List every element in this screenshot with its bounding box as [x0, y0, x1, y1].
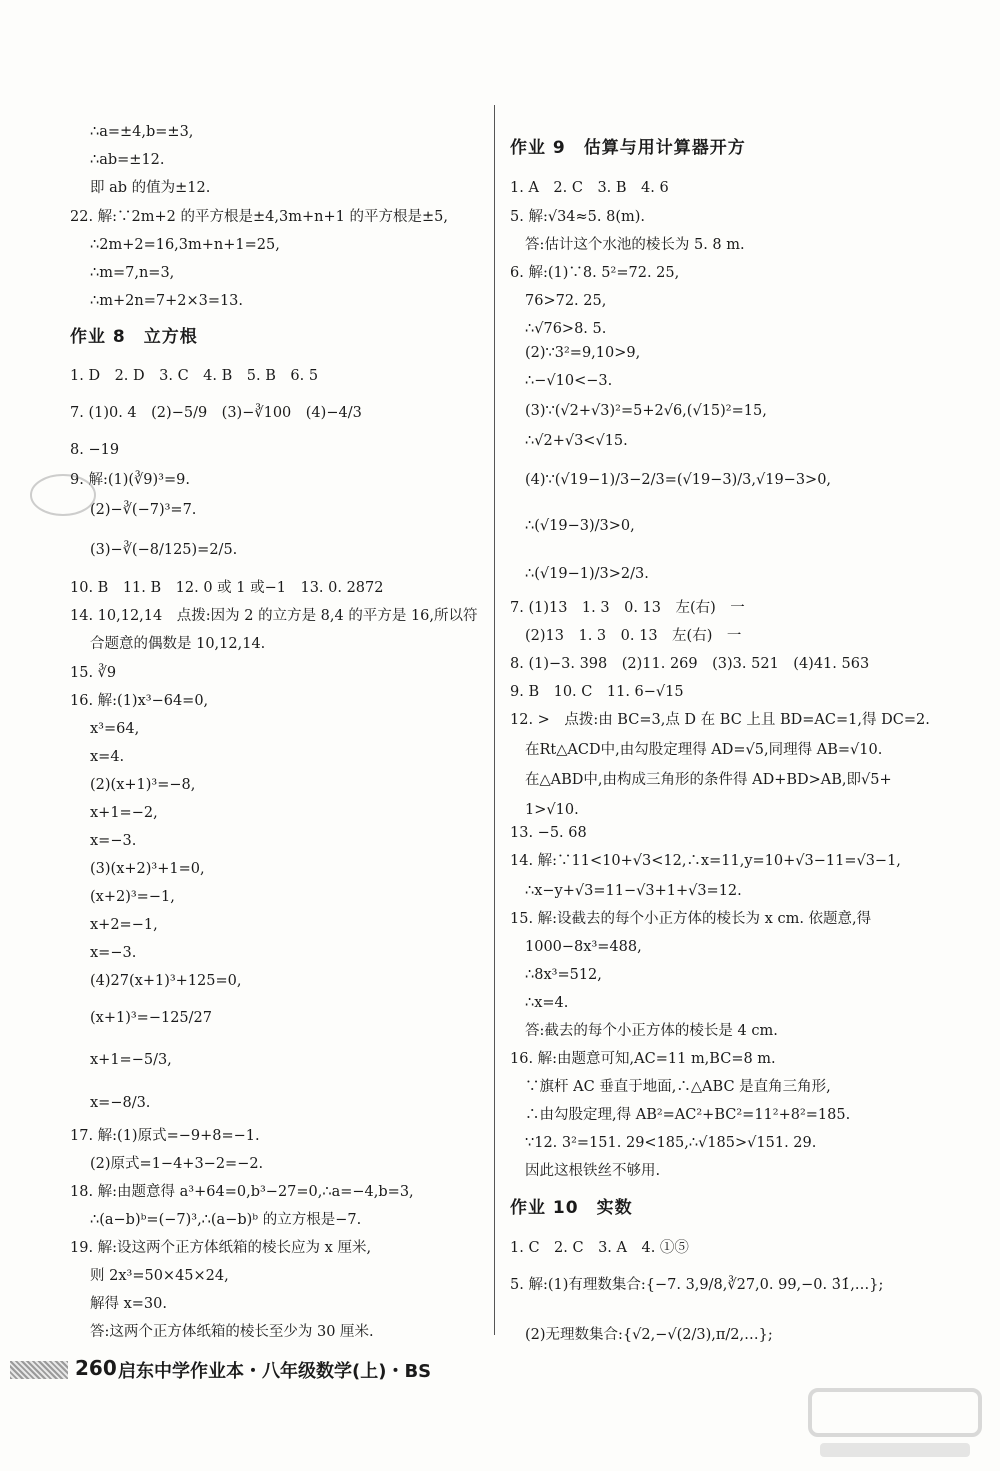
- text-line: ∵12. 3²=151. 29<185,∴√185>√151. 29.: [525, 1135, 817, 1151]
- watermark-logo: [800, 1385, 990, 1465]
- text-line: ∴(√19−3)/3>0,: [525, 518, 635, 534]
- text-line: 1. A 2. C 3. B 4. 6: [510, 180, 669, 196]
- text-line: 解得 x=30.: [90, 1296, 167, 1312]
- text-line: ∴(a−b)ᵇ=(−7)³,∴(a−b)ᵇ 的立方根是−7.: [90, 1212, 362, 1228]
- text-line: ∴x=4.: [525, 995, 569, 1011]
- text-line: (2)∵3²=9,10>9,: [525, 345, 641, 361]
- text-line: 8. −19: [70, 442, 120, 458]
- stamp-seal: [28, 472, 98, 518]
- text-line: 1. C 2. C 3. A 4. ①⑤: [510, 1240, 689, 1256]
- text-line: ∴√2+√3<√15.: [525, 433, 628, 449]
- text-line: (2)无理数集合:{√2,−√(2/3),π/2,…};: [525, 1327, 773, 1343]
- text-line: 则 2x³=50×45×24,: [90, 1268, 229, 1284]
- column-divider: [494, 105, 495, 1335]
- text-line: 在△ABD中,由构成三角形的条件得 AD+BD>AB,即√5+: [525, 772, 892, 788]
- text-line: ∴m=7,n=3,: [90, 265, 175, 281]
- text-line: x+1=−2,: [90, 805, 158, 821]
- text-line: 9. B 10. C 11. 6−√15: [510, 684, 684, 700]
- text-line: ∴(√19−1)/3>2/3.: [525, 566, 649, 582]
- text-line: 答:截去的每个小正方体的棱长是 4 cm.: [525, 1023, 778, 1039]
- text-line: 10. B 11. B 12. 0 或 1 或−1 13. 0. 2872: [70, 580, 384, 596]
- text-line: (x+2)³=−1,: [90, 889, 175, 905]
- book-title: 启东中学作业本・八年级数学(上)・BS: [118, 1361, 432, 1382]
- text-line: 合题意的偶数是 10,12,14.: [90, 636, 266, 652]
- text-line: 6. 解:(1)∵8. 5²=72. 25,: [510, 265, 680, 281]
- text-line: (3)−∛(−8/125)=2/5.: [90, 542, 238, 558]
- text-line: ∵旗杆 AC 垂直于地面,∴△ABC 是直角三角形,: [525, 1079, 831, 1095]
- text-line: 7. (1)13 1. 3 0. 13 左(右) 一: [510, 600, 745, 616]
- text-line: (4)27(x+1)³+125=0,: [90, 973, 242, 989]
- text-line: ∴m+2n=7+2×3=13.: [90, 293, 244, 309]
- text-line: ∴由勾股定理,得 AB²=AC²+BC²=11²+8²=185.: [525, 1107, 851, 1123]
- text-line: 1. D 2. D 3. C 4. B 5. B 6. 5: [70, 368, 319, 384]
- text-line: 即 ab 的值为±12.: [90, 180, 211, 196]
- text-line: ∴8x³=512,: [525, 967, 602, 983]
- text-line: 12. > 点拨:由 BC=3,点 D 在 BC 上且 BD=AC=1,得 DC=2.: [510, 712, 930, 728]
- text-line: x=4.: [90, 749, 125, 765]
- text-line: 15. 解:设截去的每个小正方体的棱长为 x cm. 依题意,得: [510, 911, 872, 927]
- text-line: (4)∵(√19−1)/3−2/3=(√19−3)/3,√19−3>0,: [525, 472, 832, 488]
- footer-pattern: [10, 1361, 68, 1379]
- text-line: 1000−8x³=488,: [525, 939, 642, 955]
- text-line: (2)13 1. 3 0. 13 左(右) 一: [525, 628, 742, 644]
- text-line: (2)原式=1−4+3−2=−2.: [90, 1156, 264, 1172]
- text-line: x³=64,: [90, 721, 140, 737]
- text-line: 7. (1)0. 4 (2)−5/9 (3)−∛100 (4)−4/3: [70, 405, 362, 421]
- text-line: 17. 解:(1)原式=−9+8=−1.: [70, 1128, 260, 1144]
- text-line: ∴√76>8. 5.: [525, 321, 607, 337]
- page-number: 260: [75, 1356, 117, 1380]
- text-line: 在Rt△ACD中,由勾股定理得 AD=√5,同理得 AB=√10.: [525, 742, 883, 758]
- text-line: x+2=−1,: [90, 917, 158, 933]
- text-line: 1>√10.: [525, 802, 579, 818]
- text-line: 76>72. 25,: [525, 293, 607, 309]
- text-line: 答:估计这个水池的棱长为 5. 8 m.: [525, 237, 745, 253]
- text-line: x=−3.: [90, 833, 137, 849]
- text-line: (2)(x+1)³=−8,: [90, 777, 196, 793]
- text-line: 答:这两个正方体纸箱的棱长至少为 30 厘米.: [90, 1324, 374, 1340]
- text-line: ∴−√10<−3.: [525, 373, 613, 389]
- text-line: (2)−∛(−7)³=7.: [90, 502, 197, 518]
- text-line: 8. (1)−3. 398 (2)11. 269 (3)3. 521 (4)41. 563: [510, 656, 870, 672]
- text-line: 5. 解:√34≈5. 8(m).: [510, 209, 646, 225]
- section-heading: 作业 10 实数: [510, 1198, 633, 1218]
- text-line: 15. ∛9: [70, 665, 117, 681]
- text-line: (x+1)³=−125/27: [90, 1010, 212, 1026]
- text-line: 13. −5. 68: [510, 825, 587, 841]
- text-line: 18. 解:由题意得 a³+64=0,b³−27=0,∴a=−4,b=3,: [70, 1184, 414, 1200]
- text-line: 22. 解:∵2m+2 的平方根是±4,3m+n+1 的平方根是±5,: [70, 209, 448, 225]
- text-line: 16. 解:(1)x³−64=0,: [70, 693, 209, 709]
- text-line: ∴a=±4,b=±3,: [90, 124, 194, 140]
- text-line: 19. 解:设这两个正方体纸箱的棱长应为 x 厘米,: [70, 1240, 372, 1256]
- text-line: 9. 解:(1)(∛9)³=9.: [70, 472, 190, 488]
- text-line: (3)(x+2)³+1=0,: [90, 861, 205, 877]
- text-line: 5. 解:(1)有理数集合:{−7. 3,9/8,∛27,0. 99,−0. 3̇1̇,…};: [510, 1277, 884, 1293]
- text-line: 14. 解:∵11<10+√3<12,∴x=11,y=10+√3−11=√3−1,: [510, 853, 901, 869]
- text-line: x+1=−5/3,: [90, 1052, 172, 1068]
- text-line: x=−8/3.: [90, 1095, 151, 1111]
- text-line: 16. 解:由题意可知,AC=11 m,BC=8 m.: [510, 1051, 776, 1067]
- text-line: 14. 10,12,14 点拨:因为 2 的立方是 8,4 的平方是 16,所以符: [70, 608, 478, 624]
- text-line: ∴ab=±12.: [90, 152, 165, 168]
- text-line: ∴x−y+√3=11−√3+1+√3=12.: [525, 883, 742, 899]
- text-line: x=−3.: [90, 945, 137, 961]
- text-line: (3)∵(√2+√3)²=5+2√6,(√15)²=15,: [525, 403, 767, 419]
- text-line: ∴2m+2=16,3m+n+1=25,: [90, 237, 280, 253]
- text-line: 因此这根铁丝不够用.: [525, 1163, 661, 1179]
- section-heading: 作业 9 估算与用计算器开方: [510, 138, 746, 158]
- section-heading: 作业 8 立方根: [70, 327, 198, 347]
